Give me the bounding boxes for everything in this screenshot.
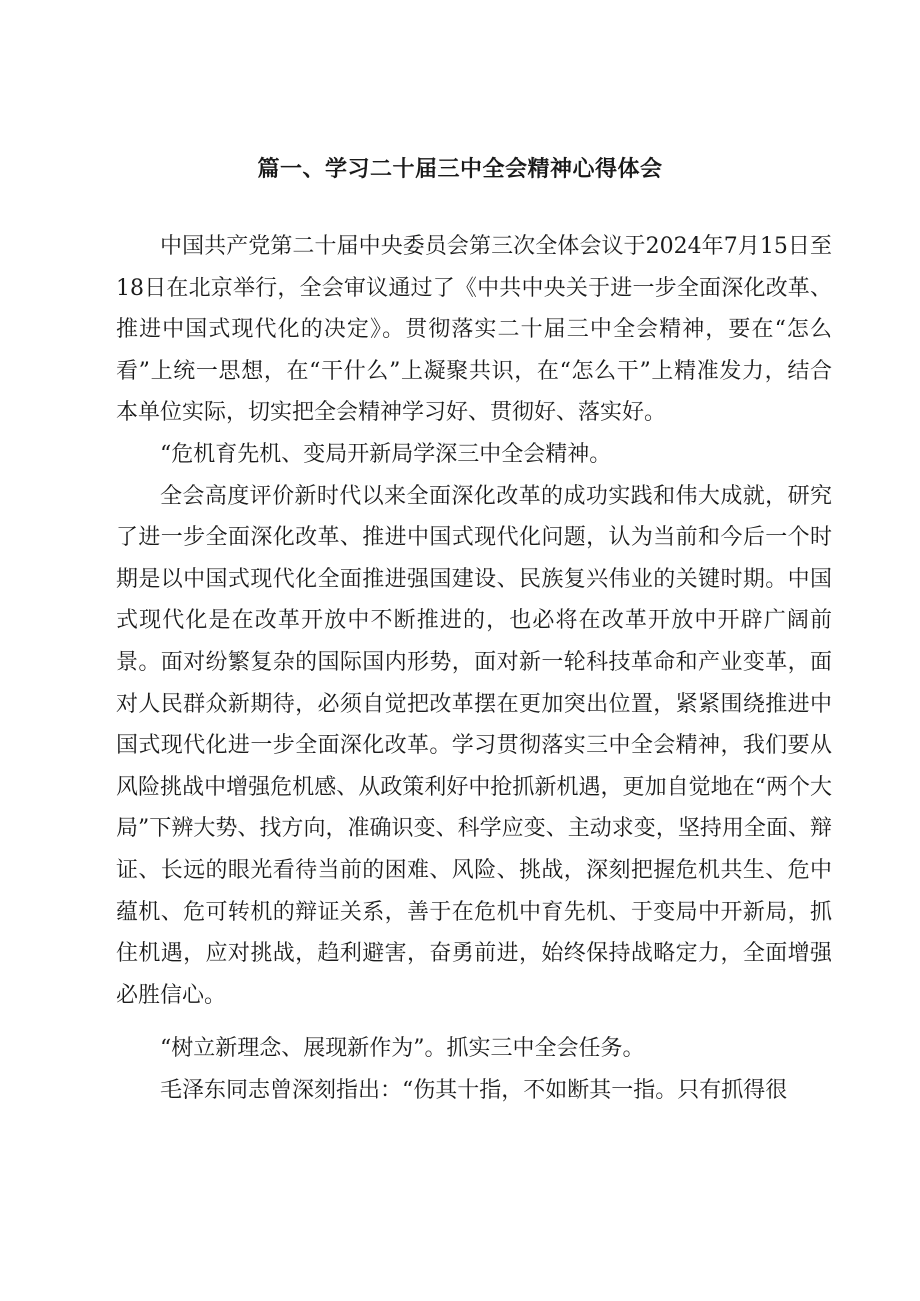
paragraph-body-1: 全会高度评价新时代以来全面深化改革的成功实践和伟大成就，研究了进一步全面深化改革、推进中国式现代化问题，认为当前和今后一个时期是以中国式现代化全面推进强国建设、民族复兴伟业的关键时期。中国式现代化是在改革开放中不断推进的，也必将在改革开放中开辟广阔前景。面对纷繁复杂的国际国内形势，面对新一轮科技革命和产业变革，面对人民群众新期待，必须自觉把改革摆在更加突出位置，紧紧围绕推进中国式现代化进一步全面深化改革。学习贯彻落实三中全会精神，我们要从风险挑战中增强危机感、从政策利好中抢抓新机遇，更加自觉地在“两个大局”下辨大势、找方向，准确识变、科学应变、主动求变，坚持用全面、辩证、长远的眼光看待当前的困难、风险、挑战，深刻把握危机共生、危中蕴机、危可转机的辩证关系，善于在危机中育先机、于变局中开新局，抓住机遇，应对挑战，趋利避害，奋勇前进，始终保持战略定力，全面增强必胜信心。 bbox=[116, 483, 832, 1008]
paragraph-heading-2: “树立新理念、展现新作为”。抓实三中全会任务。 bbox=[160, 1036, 645, 1062]
paragraph-spacer bbox=[116, 1016, 832, 1028]
paragraph-heading-1: “危机育先机、变局开新局学深三中全会精神。 bbox=[160, 441, 612, 467]
document-body bbox=[116, 226, 832, 1111]
document-title: 篇一、学习二十届三中全会精神心得体会 bbox=[257, 157, 663, 182]
paragraph-body-2: 毛泽东同志曾深刻指出：“伤其十指，不如断其一指。只有抓得很 bbox=[160, 1077, 788, 1103]
paragraph-intro: 中国共产党第二十届中央委员会第三次全体会议于2024年7月15日至18日在北京举行，全会审议通过了《中共中央关于进一步全面深化改革、推进中国式现代化的决定》。贯彻落实二十届三中全会精神，要在“怎么看”上统一思想，在“干什么”上凝聚共识，在“怎么干”上精准发力，结合本单位实际，切实把全会精神学习好、贯彻好、落实好。 bbox=[116, 234, 832, 426]
